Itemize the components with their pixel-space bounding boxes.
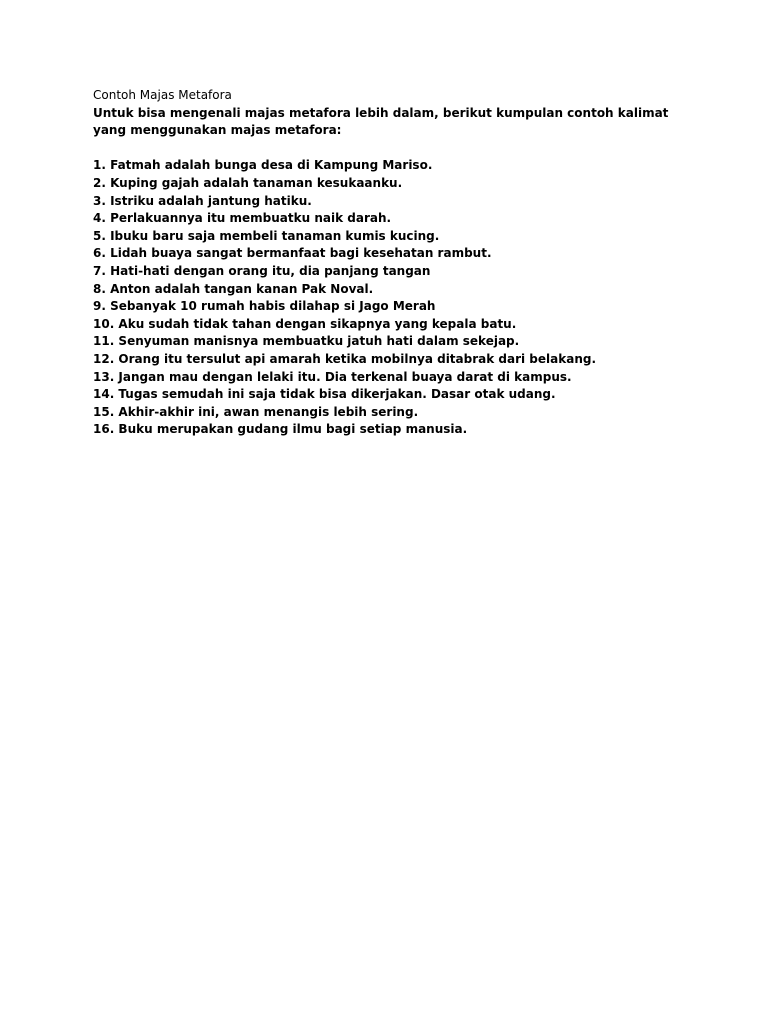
list-item: 11. Senyuman manisnya membuatku jatuh hati dalam sekejap.: [93, 334, 520, 349]
list-item: 16. Buku merupakan gudang ilmu bagi setiap manusia.: [93, 422, 468, 437]
list-item: 3. Istriku adalah jantung hatiku.: [93, 193, 312, 208]
list-item: 14. Tugas semudah ini saja tidak bisa dikerjakan. Dasar otak udang.: [93, 387, 556, 402]
list-item: 5. Ibuku baru saja membeli tanaman kumis kucing.: [93, 228, 440, 243]
list-item: 1. Fatmah adalah bunga desa di Kampung Mariso.: [93, 158, 433, 173]
intro-paragraph: Untuk bisa mengenali majas metafora lebih dalam, berikut kumpulan contoh kalimat yang menggunakan majas metafora:: [93, 105, 669, 138]
list-item: 6. Lidah buaya sangat bermanfaat bagi kesehatan rambut.: [93, 246, 492, 261]
list-item: 15. Akhir-akhir ini, awan menangis lebih sering.: [93, 404, 419, 419]
document-page: [93, 87, 693, 439]
list-item: 7. Hati-hati dengan orang itu, dia panjang tangan: [93, 263, 431, 278]
list-item: 2. Kuping gajah adalah tanaman kesukaanku.: [93, 175, 403, 190]
list-item: 12. Orang itu tersulut api amarah ketika mobilnya ditabrak dari belakang.: [93, 351, 597, 366]
list-item: 8. Anton adalah tangan kanan Pak Noval.: [93, 281, 374, 296]
list-item: 13. Jangan mau dengan lelaki itu. Dia terkenal buaya darat di kampus.: [93, 369, 572, 384]
document-title: Contoh Majas Metafora: [93, 88, 232, 102]
example-list: [93, 157, 693, 439]
list-item: 10. Aku sudah tidak tahan dengan sikapnya yang kepala batu.: [93, 316, 517, 331]
list-item: 4. Perlakuannya itu membuatku naik darah.: [93, 211, 392, 226]
blank-line: [93, 140, 693, 158]
list-item: 9. Sebanyak 10 rumah habis dilahap si Jago Merah: [93, 299, 436, 314]
